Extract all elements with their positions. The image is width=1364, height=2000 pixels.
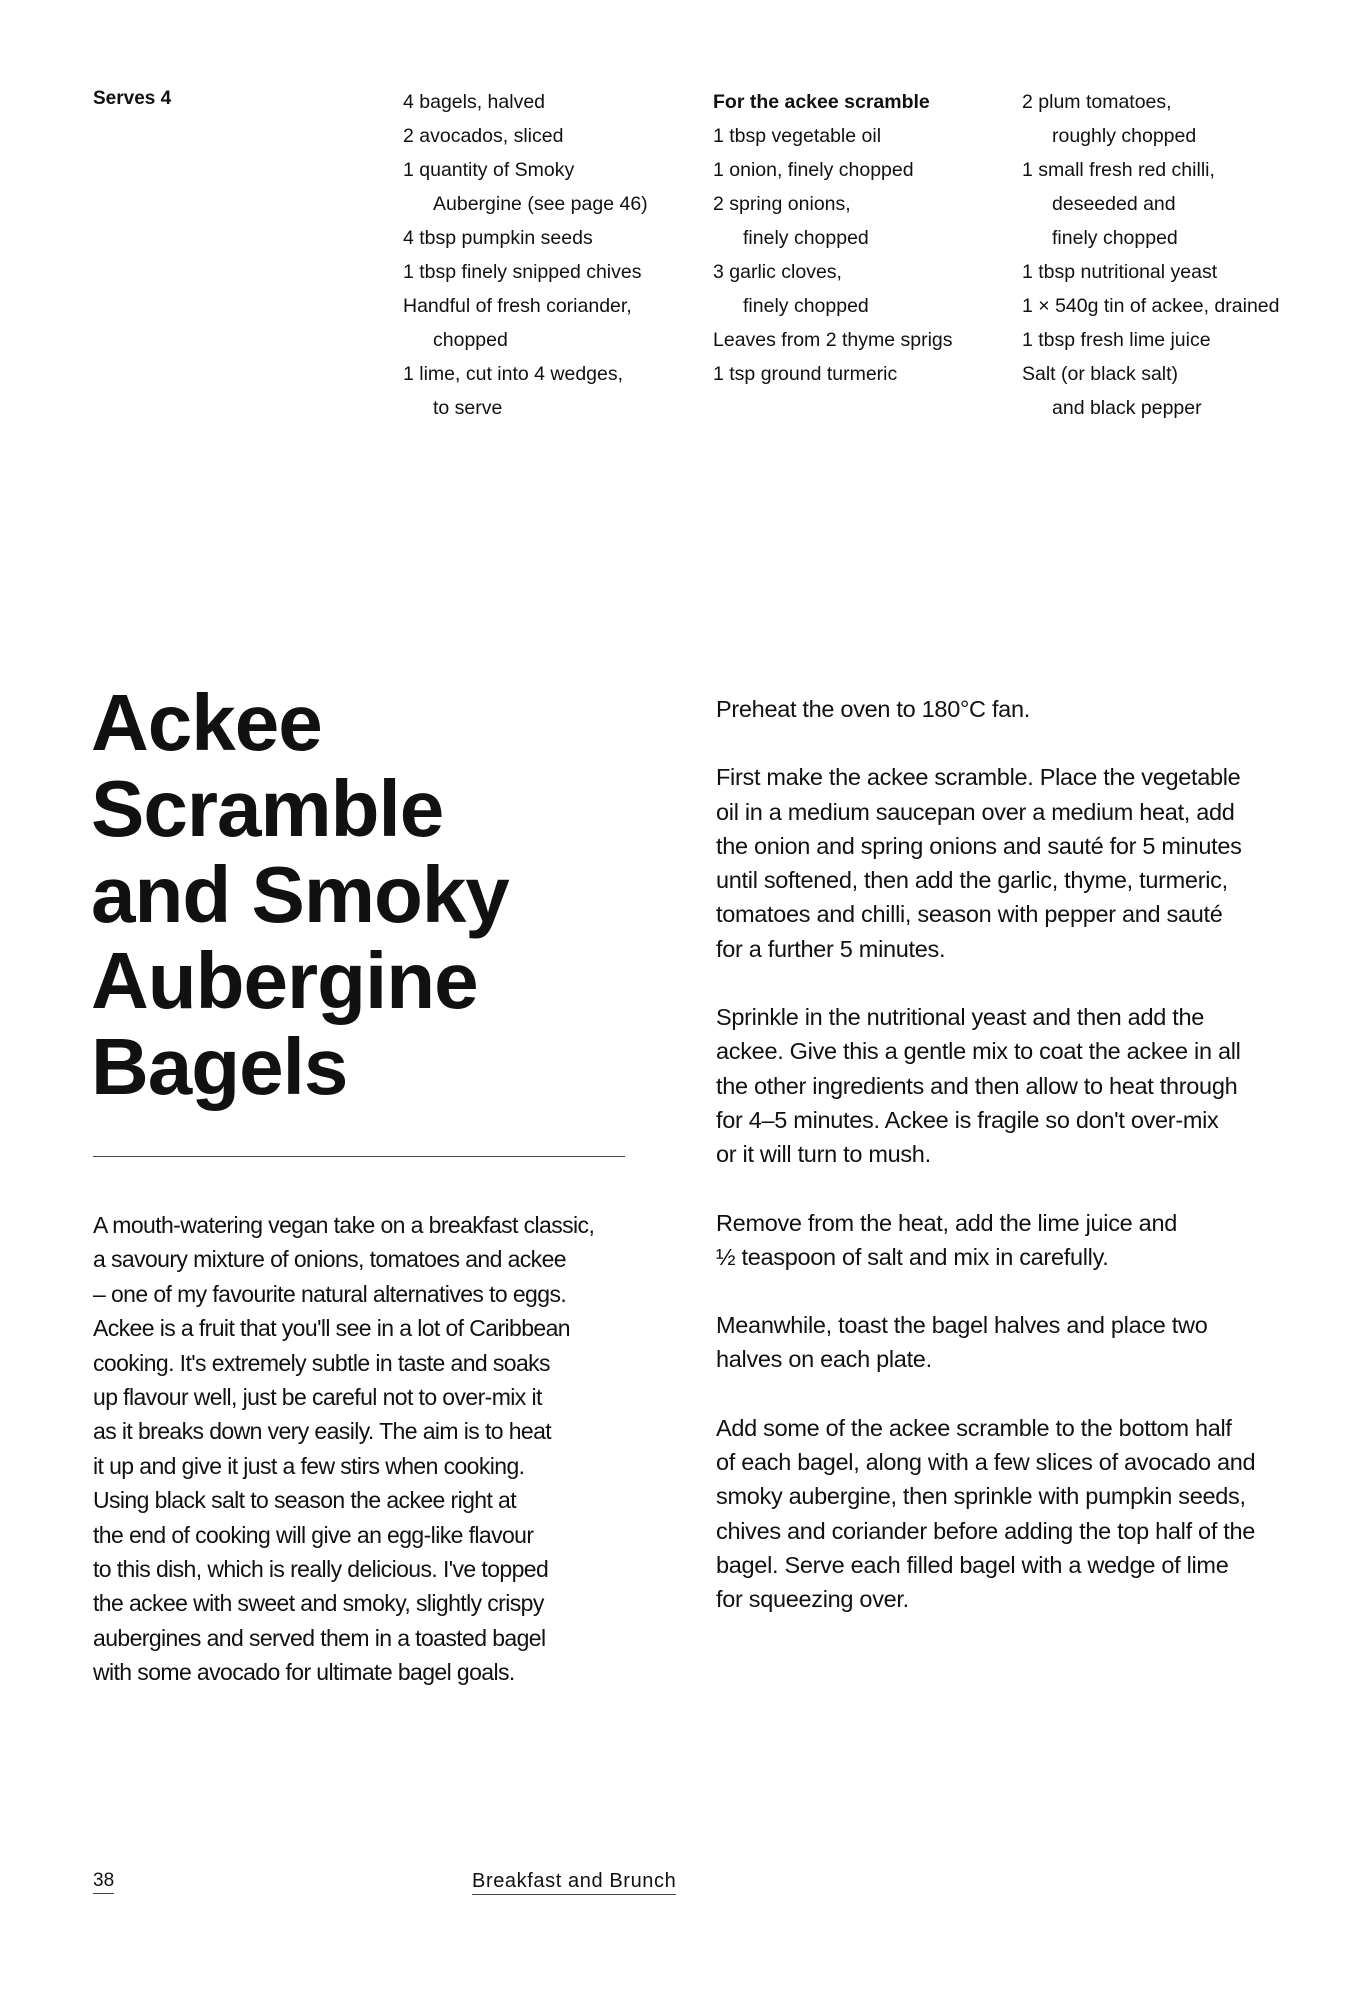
method-line: the other ingredients and then allow to heat through (716, 1072, 1238, 1099)
ingredient-line: 1 lime, cut into 4 wedges, (403, 363, 624, 385)
ingredient-line: finely chopped (743, 227, 869, 249)
title-line: Bagels (91, 1022, 348, 1111)
method-line: ½ teaspoon of salt and mix in carefully. (716, 1243, 1109, 1270)
intro-line: the end of cooking will give an egg-like flavour (93, 1521, 534, 1548)
method-step (716, 1000, 1316, 1171)
ingredient-line: 4 tbsp pumpkin seeds (403, 227, 593, 249)
method-step (716, 692, 1316, 726)
title-line: Scramble (91, 764, 444, 853)
method-step (716, 1411, 1316, 1617)
ingredient-line: 1 tsp ground turmeric (713, 363, 898, 385)
method-steps (716, 692, 1316, 1651)
intro-text (93, 1208, 653, 1690)
method-line: for squeezing over. (716, 1586, 909, 1613)
method-line: or it will turn to mush. (716, 1141, 931, 1168)
ingredient-line: chopped (433, 329, 508, 351)
method-step (716, 1308, 1316, 1377)
method-line: Meanwhile, toast the bagel halves and place two (716, 1312, 1208, 1339)
ingredient-line: Salt (or black salt) (1022, 363, 1179, 385)
title-line: and Smoky (91, 850, 509, 939)
ingredient-line: deseeded and (1052, 193, 1176, 215)
method-line: halves on each plate. (716, 1346, 932, 1373)
method-line: ackee. Give this a gentle mix to coat the ackee in all (716, 1038, 1241, 1065)
intro-line: a savoury mixture of onions, tomatoes and ackee (93, 1246, 566, 1273)
ingredient-line: 1 tbsp finely snipped chives (403, 261, 642, 283)
intro-line: Using black salt to season the ackee right at (93, 1487, 517, 1514)
method-line: Sprinkle in the nutritional yeast and then add the (716, 1004, 1204, 1031)
ingredients-bagels (403, 85, 648, 425)
title-line: Ackee (91, 678, 322, 767)
method-line: Add some of the ackee scramble to the bottom half (716, 1414, 1232, 1441)
ingredient-line: Aubergine (see page 46) (433, 193, 648, 215)
serves-label: Serves 4 (93, 88, 172, 109)
method-line: tomatoes and chilli, season with pepper and sauté (716, 901, 1223, 928)
intro-line: to this dish, which is really delicious. I've topped (93, 1556, 549, 1583)
ingredient-line: to serve (433, 397, 503, 419)
page-number: 38 (93, 1870, 114, 1894)
intro-line: it up and give it just a few stirs when cooking. (93, 1452, 525, 1479)
ingredient-line: 2 spring onions, (713, 193, 851, 215)
ingredient-line: 1 small fresh red chilli, (1022, 159, 1215, 181)
ingredient-line: finely chopped (1052, 227, 1178, 249)
intro-line: up flavour well, just be careful not to over-mix it (93, 1384, 542, 1411)
method-line: First make the ackee scramble. Place the vegetable (716, 764, 1241, 791)
ingredient-line: Handful of fresh coriander, (403, 295, 632, 317)
method-line: smoky aubergine, then sprinkle with pumpkin seeds, (716, 1483, 1246, 1510)
method-line: the onion and spring onions and sauté for 5 minutes (716, 832, 1242, 859)
ingredient-line: roughly chopped (1052, 125, 1197, 147)
ingredient-line: 1 quantity of Smoky (403, 159, 575, 181)
ingredient-line: 1 onion, finely chopped (713, 159, 914, 181)
title-line: Aubergine (91, 936, 478, 1025)
ingredients-scramble-part2 (1022, 85, 1279, 425)
intro-line: – one of my favourite natural alternatives to eggs. (93, 1280, 567, 1307)
ingredient-line: 3 garlic cloves, (713, 261, 842, 283)
recipe-title (91, 680, 651, 1110)
scramble-heading: For the ackee scramble (713, 91, 930, 113)
ingredient-line: Leaves from 2 thyme sprigs (713, 329, 953, 351)
method-line: Remove from the heat, add the lime juice and (716, 1209, 1177, 1236)
method-line: bagel. Serve each filled bagel with a wedge of lime (716, 1551, 1229, 1578)
intro-line: aubergines and served them in a toasted bagel (93, 1624, 546, 1651)
intro-line: cooking. It's extremely subtle in taste and soaks (93, 1349, 550, 1376)
ingredient-line: 1 × 540g tin of ackee, drained (1022, 295, 1280, 317)
ingredient-line: and black pepper (1052, 397, 1202, 419)
ingredient-line: 1 tbsp vegetable oil (713, 125, 882, 147)
intro-line: the ackee with sweet and smoky, slightly crispy (93, 1590, 544, 1617)
ingredient-line: 1 tbsp nutritional yeast (1022, 261, 1218, 283)
intro-line: A mouth-watering vegan take on a breakfast classic, (93, 1212, 595, 1238)
method-line: until softened, then add the garlic, thyme, turmeric, (716, 867, 1228, 894)
method-step (716, 1206, 1316, 1275)
ingredients-scramble-part1 (713, 85, 953, 391)
ingredient-line: finely chopped (743, 295, 869, 317)
ingredient-line: 2 avocados, sliced (403, 125, 564, 147)
intro-line: with some avocado for ultimate bagel goals. (93, 1659, 515, 1686)
ingredient-line: 4 bagels, halved (403, 91, 546, 113)
method-line: oil in a medium saucepan over a medium heat, add (716, 798, 1235, 825)
ingredient-line: 2 plum tomatoes, (1022, 91, 1172, 113)
title-divider (93, 1156, 625, 1157)
method-step (716, 760, 1316, 966)
intro-line: Ackee is a fruit that you'll see in a lot of Caribbean (93, 1315, 570, 1342)
method-line: chives and coriander before adding the top half of the (716, 1517, 1256, 1544)
ingredient-line: 1 tbsp fresh lime juice (1022, 329, 1211, 351)
intro-line: as it breaks down very easily. The aim is to heat (93, 1418, 552, 1445)
method-line: for 4–5 minutes. Ackee is fragile so don't over-mix (716, 1106, 1219, 1133)
method-line: Preheat the oven to 180°C fan. (716, 696, 1030, 722)
method-line: for a further 5 minutes. (716, 935, 946, 962)
method-line: of each bagel, along with a few slices of avocado and (716, 1449, 1256, 1476)
section-name: Breakfast and Brunch (472, 1870, 676, 1895)
